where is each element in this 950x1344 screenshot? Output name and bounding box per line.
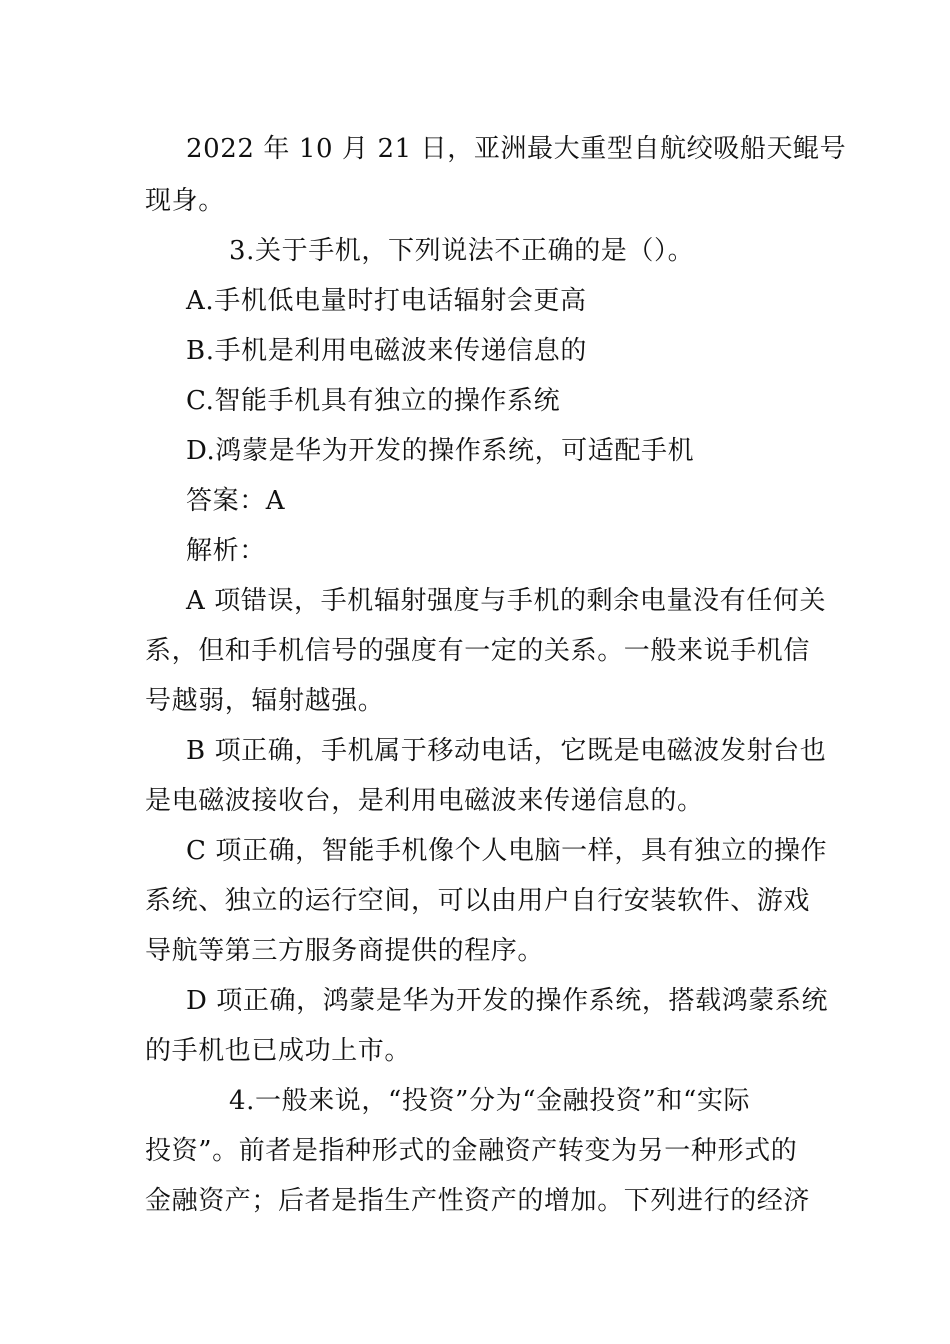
explanation-d-line-2: 的手机也已成功上市。: [145, 1036, 412, 1066]
question-4-line-3: 金融资产；后者是指生产性资产的增加。下列进行的经济: [145, 1186, 811, 1216]
explanation-c-line-1: C 项正确，智能手机像个人电脑一样，具有独立的操作: [186, 836, 828, 866]
analysis-label: 解析：: [186, 536, 266, 566]
option-c: C.智能手机具有独立的操作系统: [186, 386, 561, 416]
option-d: D.鸿蒙是华为开发的操作系统，可适配手机: [186, 436, 695, 466]
question-4-line-2: 投资”。前者是指种形式的金融资产转变为另一种形式的: [145, 1136, 798, 1166]
explanation-b-line-1: B 项正确，手机属于移动电话，它既是电磁波发射台也: [186, 736, 827, 766]
explanation-c-line-3: 导航等第三方服务商提供的程序。: [145, 936, 545, 966]
explanation-b-line-2: 是电磁波接收台，是利用电磁波来传递信息的。: [145, 786, 704, 816]
intro-line-1: 2022 年 10 月 21 日，亚洲最大重型自航绞吸船天鲲号: [186, 134, 847, 164]
explanation-a-line-1: A 项错误，手机辐射强度与手机的剩余电量没有任何关: [186, 586, 827, 616]
option-a: A.手机低电量时打电话辐射会更高: [186, 286, 587, 316]
answer-line: 答案：A: [186, 486, 286, 516]
option-b: B.手机是利用电磁波来传递信息的: [186, 336, 587, 366]
explanation-d-line-1: D 项正确，鸿蒙是华为开发的操作系统，搭载鸿蒙系统: [186, 986, 829, 1016]
explanation-a-line-3: 号越弱，辐射越强。: [145, 686, 385, 716]
intro-line-2: 现身。: [145, 186, 225, 216]
explanation-c-line-2: 系统、独立的运行空间，可以由用户自行安装软件、游戏: [145, 886, 811, 916]
question-4-line-1: 4.一般来说，“投资”分为“金融投资”和“实际: [229, 1086, 751, 1116]
question-3-stem: 3.关于手机，下列说法不正确的是（）。: [229, 236, 695, 266]
explanation-a-line-2: 系，但和手机信号的强度有一定的关系。一般来说手机信: [145, 636, 811, 666]
